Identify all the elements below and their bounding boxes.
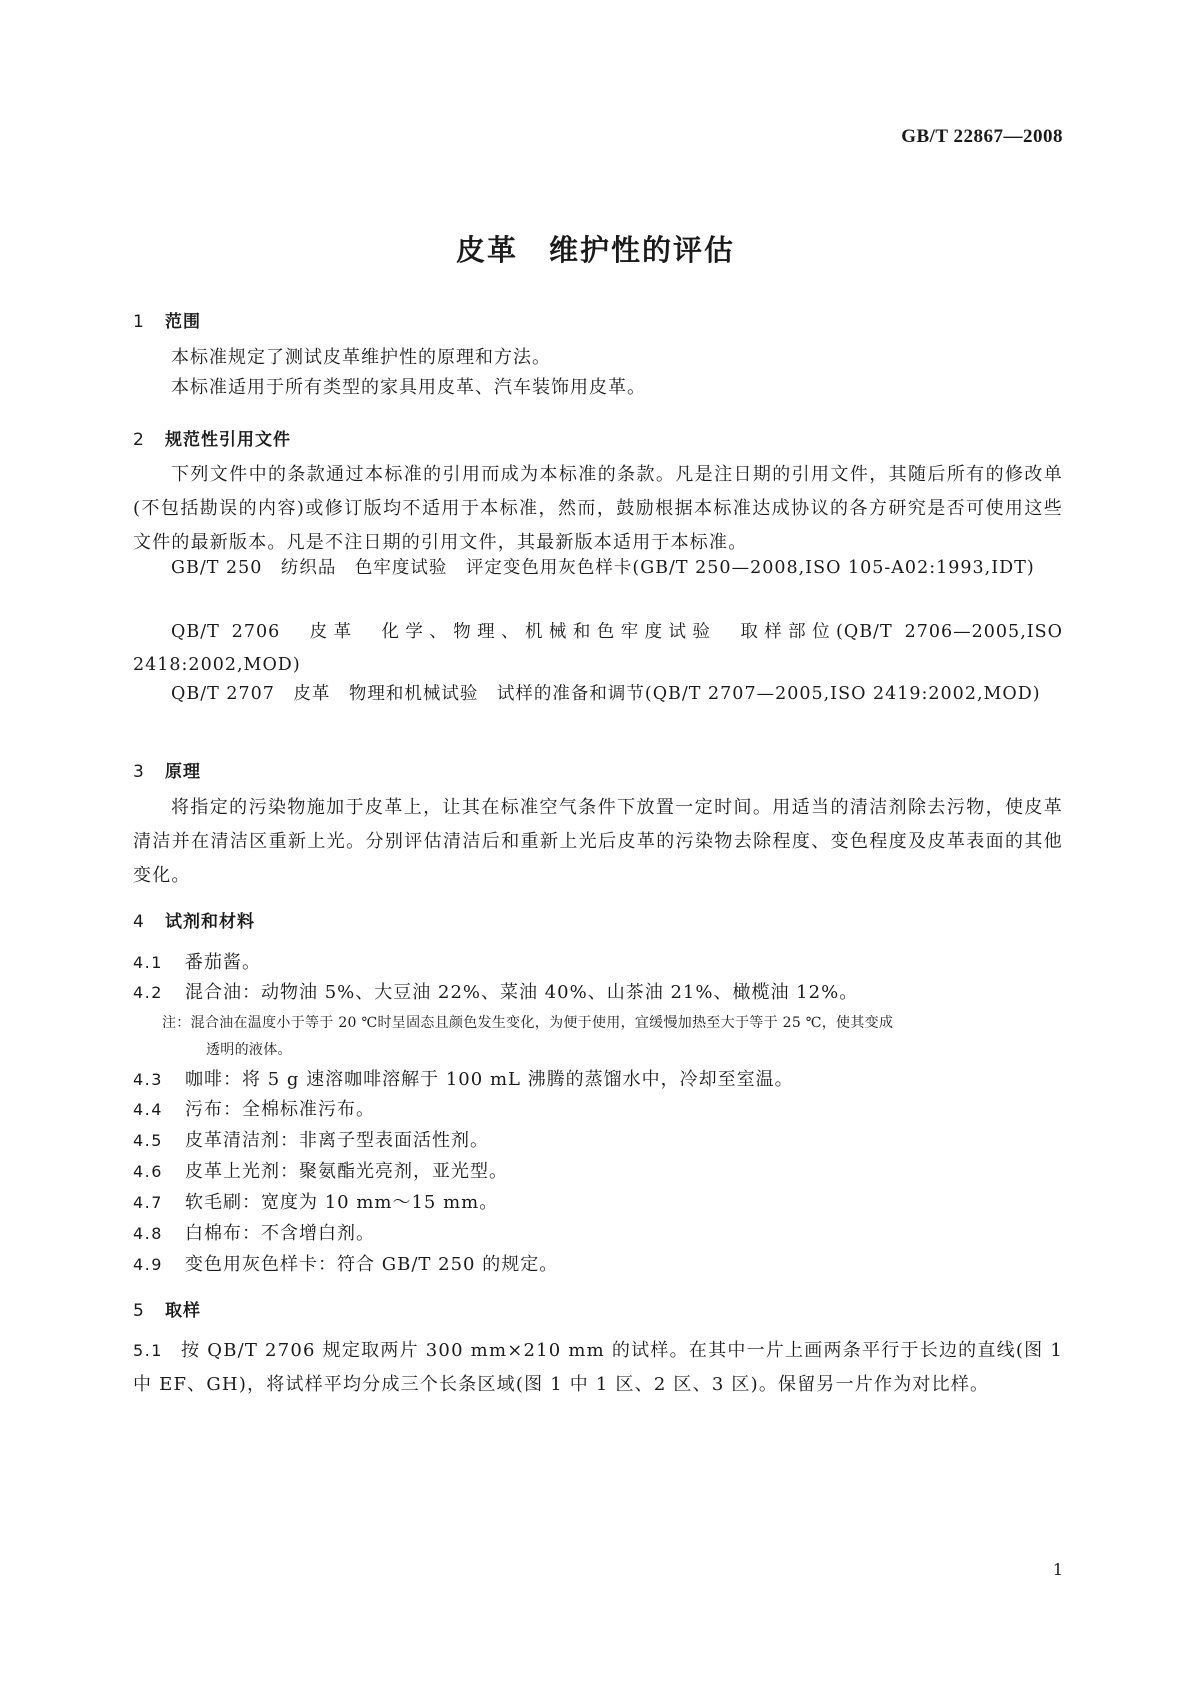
note-text-line-1: 注：混合油在温度小于等于 20 ℃时呈固态且颜色发生变化，为便于使用，宜缓慢加热至大于等于 25 ℃，使其变成 (162, 1015, 894, 1031)
page-number: 1 (1052, 1560, 1063, 1579)
reference-qbt-2706: QB/T 2706 皮革 化学、物理、机械和色牢度试验 取样部位(QB/T 2706—2005,ISO 2418:2002,MOD) (133, 622, 1063, 675)
item-text: 变色用灰色样卡：符合 GB/T 250 的规定。 (185, 1254, 559, 1275)
document-title: 皮革 维护性的评估 (455, 233, 735, 267)
note-text-line-2: 透明的液体。 (206, 1042, 292, 1058)
item-number: 4.1 (133, 953, 163, 972)
section-3-heading (133, 757, 201, 782)
reference-qbt-2707: QB/T 2707 皮革 物理和机械试验 试样的准备和调节(QB/T 2707—2005,ISO 2419:2002,MOD) (171, 684, 1041, 704)
section-number: 5 (133, 1301, 145, 1321)
section-number: 2 (133, 430, 145, 450)
item-number: 4.8 (133, 1224, 163, 1243)
section-title: 取样 (165, 1301, 201, 1321)
item-number: 4.3 (133, 1070, 163, 1089)
section-number: 3 (133, 762, 145, 782)
item-text: 软毛刷：宽度为 10 mm～15 mm。 (185, 1192, 499, 1213)
item-number: 4.9 (133, 1255, 163, 1274)
section-2-heading (133, 425, 291, 450)
section-2-intro: 下列文件中的条款通过本标准的引用而成为本标准的条款。凡是注日期的引用文件，其随后所有的修改单(不包括勘误的内容)或修订版均不适用于本标准，然而，鼓励根据本标准达成协议的各方研究是否可使用这些文件的最新版本。凡是不注日期的引用文件，其最新版本适用于本标准。 (133, 464, 1063, 553)
item-text: 污布：全棉标准污布。 (185, 1099, 375, 1120)
item-4-5 (133, 1126, 489, 1156)
section-1-paragraph-2: 本标准适用于所有类型的家具用皮革、汽车装饰用皮革。 (171, 377, 646, 398)
section-number: 4 (133, 912, 145, 932)
section-title: 范围 (165, 312, 201, 332)
section-3-paragraph: 将指定的污染物施加于皮革上，让其在标准空气条件下放置一定时间。用适当的清洁剂除去污物，使皮革清洁并在清洁区重新上光。分别评估清洁后和重新上光后皮革的污染物去除程度、变色程度及皮革表面的其他变化。 (133, 797, 1063, 886)
item-text: 白棉布：不含增白剂。 (185, 1223, 375, 1244)
section-1-heading (133, 307, 201, 332)
item-number: 4.2 (133, 983, 163, 1002)
section-title: 规范性引用文件 (165, 430, 291, 450)
item-4-2 (133, 978, 858, 1008)
item-text: 按 QB/T 2706 规定取两片 300 mm×210 mm 的试样。在其中一片上画两条平行于长边的直线(图 1 中 EF、GH)，将试样平均分成三个长条区域(图 1 中 1 区、2 区、3 区)。保留另一片作为对比样。 (133, 1340, 1063, 1395)
item-4-3 (133, 1065, 794, 1095)
item-text: 皮革清洁剂：非离子型表面活性剂。 (185, 1130, 489, 1151)
item-number: 4.5 (133, 1131, 163, 1150)
item-4-7 (133, 1188, 498, 1218)
item-5-1 (133, 1334, 1063, 1402)
section-title: 原理 (165, 762, 201, 782)
item-text: 混合油：动物油 5%、大豆油 22%、菜油 40%、山茶油 21%、橄榄油 12%。 (185, 982, 859, 1003)
section-5-heading (133, 1296, 201, 1321)
item-text: 皮革上光剂：聚氨酯光亮剂，亚光型。 (185, 1161, 508, 1182)
reference-gbt-250: GB/T 250 纺织品 色牢度试验 评定变色用灰色样卡(GB/T 250—2008,ISO 105-A02:1993,IDT) (171, 558, 1035, 578)
item-number: 4.6 (133, 1162, 163, 1181)
section-1-paragraph-1: 本标准规定了测试皮革维护性的原理和方法。 (171, 347, 551, 368)
item-4-8 (133, 1219, 375, 1249)
item-text: 番茄酱。 (185, 952, 261, 973)
item-text: 咖啡：将 5 g 速溶咖啡溶解于 100 mL 沸腾的蒸馏水中，冷却至室温。 (185, 1069, 794, 1090)
item-4-9 (133, 1250, 558, 1280)
item-4-6 (133, 1157, 508, 1187)
item-4-1 (133, 948, 261, 978)
section-number: 1 (133, 312, 145, 332)
item-number: 5.1 (133, 1341, 163, 1360)
section-4-heading (133, 907, 255, 932)
standard-code: GB/T 22867—2008 (901, 126, 1063, 147)
item-number: 4.4 (133, 1100, 163, 1119)
item-4-4 (133, 1095, 375, 1125)
item-number: 4.7 (133, 1193, 163, 1212)
note-4-2 (162, 1010, 1062, 1064)
section-title: 试剂和材料 (165, 912, 255, 932)
